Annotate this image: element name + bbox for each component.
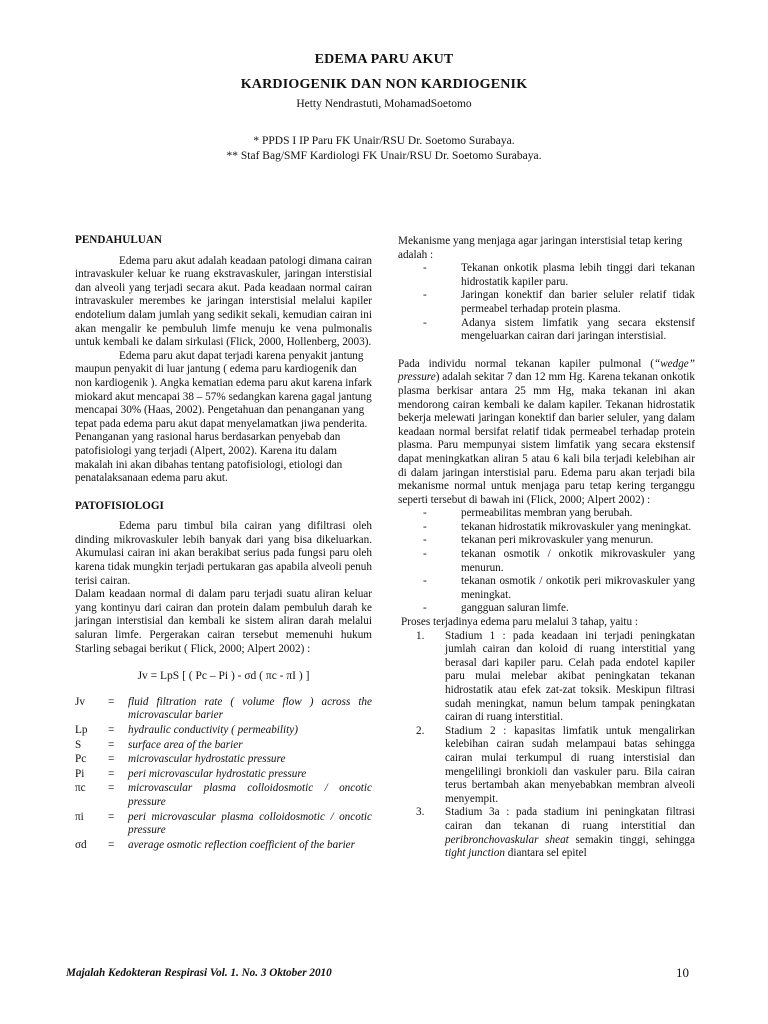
definition-row — [75, 724, 372, 738]
list-item-text: Tekanan onkotik plasma lebih tinggi dari tekanan hidrostatik kapiler paru. — [461, 262, 695, 288]
journal-footer: Majalah Kedokteran Respirasi Vol. 1. No. 3 Oktober 2010 — [66, 967, 332, 979]
stage-text: Stadium 1 : pada keadaan ini terjadi peningkatan jumlah cairan dan koloid di ruang interstitial yang berasal dari kapiler paru. Celah pada endotel kapiler paru mulai melebar akibat peningkatan tekanan hidrostatik atau efek zat-zat toksik. Meskipun filtrasi sudah meningkat, namun belum tampak peningkatan cairan di ruang interstitial. — [445, 629, 695, 724]
section-heading-pendahuluan: PENDAHULUAN — [75, 234, 163, 246]
paragraph: Mekanisme yang menjaga agar jaringan interstisial tetap kering adalah : — [398, 235, 683, 261]
list-item-text: tekanan hidrostatik mikrovaskuler yang meningkat. — [461, 520, 692, 533]
bullet-dash: - — [423, 534, 427, 547]
definition-row — [75, 739, 372, 753]
list-item — [423, 507, 695, 521]
definition-symbol: Pi — [75, 767, 85, 780]
italic-term: tight junction — [445, 847, 505, 860]
text-span: semakin tinggi, sehingga — [568, 833, 695, 846]
authors: Hetty Nendrastuti, MohamadSoetomo — [296, 98, 472, 110]
definition-symbol: σd — [75, 838, 87, 851]
list-item — [423, 548, 695, 575]
definition-symbol: Pc — [75, 753, 87, 766]
definition-text: microvascular plasma colloidosmotic / oncotic pressure — [128, 782, 372, 808]
stage-list — [398, 630, 695, 807]
definition-text: fluid filtration rate ( volume flow ) across the microvascular barier — [128, 695, 372, 722]
stage-text — [445, 806, 695, 860]
list-item-text: permeabilitas membran yang berubah. — [461, 507, 633, 520]
bullet-dash: - — [423, 316, 427, 329]
definition-row — [75, 782, 372, 809]
definition-text: hydraulic conductivity ( permeability) — [128, 724, 298, 736]
bullet-dash: - — [423, 548, 427, 561]
definition-equals: = — [108, 838, 115, 851]
list-item-text: Jaringan konektif dan barier seluler relatif tidak permeabel terhadap protein plasma. — [461, 289, 695, 315]
affiliation-1: * PPDS I IP Paru FK Unair/RSU Dr. Soetomo Surabaya. — [253, 135, 515, 147]
affiliations — [0, 134, 768, 164]
section-heading-patofisiologi: PATOFISIOLOGI — [75, 499, 164, 512]
definition-equals: = — [108, 782, 115, 795]
list-item — [423, 262, 695, 289]
definition-symbol: Jv — [75, 695, 85, 708]
stage-number: 3. — [416, 806, 425, 819]
definition-row — [75, 839, 372, 853]
definition-symbol: πi — [75, 810, 84, 823]
definition-row — [75, 753, 372, 767]
definition-row — [75, 811, 372, 838]
bullet-dash: - — [423, 520, 427, 533]
paragraph — [398, 358, 695, 508]
definition-text: peri microvascular hydrostatic pressure — [128, 767, 307, 780]
bullet-dash: - — [423, 575, 427, 588]
text-span: diantara sel epitel — [504, 847, 587, 860]
affiliation-2: ** Staf Bag/SMF Kardiologi FK Unair/RSU Dr. Soetomo Surabaya. — [226, 150, 542, 162]
definition-equals: = — [108, 695, 115, 708]
definition-equals: = — [108, 767, 115, 780]
bullet-dash: - — [423, 289, 427, 302]
definition-equals: = — [108, 738, 115, 751]
list-item — [423, 534, 695, 548]
definition-symbol: πc — [75, 782, 86, 795]
definition-text: microvascular hydrostatic pressure — [128, 753, 286, 766]
list-item — [423, 575, 695, 602]
list-item — [423, 317, 695, 344]
stage-item — [416, 806, 695, 860]
stage-item — [416, 630, 695, 725]
list-item-text: tekanan osmotik / onkotik peri mikrovaskuler yang meningkat. — [461, 575, 695, 601]
stage-number: 2. — [416, 724, 425, 737]
text-span: Stadium 3a : pada stadium ini peningkatan filtrasi cairan dan tekanan di ruang interstitial dan — [445, 806, 695, 832]
paragraph: Edema paru akut dapat terjadi karena penyakit jantung maupun penyakit di luar jantung ( edema paru kardiogenik dan non kardiogenik ). Angka kematian edema paru akut karena infark miokard akut mencapai 38 – 57% sedangkan karena gagal jantung mencapai 30% (Haas, 2002). Pengetahuan dan penanganan yang tepat pada edema paru akut dapat menyelamatkan jiwa penderita. Penanganan yang rasional harus berdasarkan penyebab dan patofisiologi yang terjadi (Alpert, 2002). Karena itu dalam makalah ini akan dibahas tentang patofisiologi, etiologi dan penatalaksanaan edema paru akut. — [75, 349, 372, 485]
definition-equals: = — [108, 753, 115, 766]
definition-symbol: Lp — [75, 724, 88, 736]
equation-definitions — [75, 696, 372, 853]
paragraph: Proses terjadinya edema paru melalui 3 tahap, yaitu : — [401, 616, 639, 629]
stage-item — [416, 725, 695, 807]
list-item — [423, 602, 695, 616]
stage-text: Stadium 2 : kapasitas limfatik untuk mengalirkan kelebihan cairan sudah melampaui batas sehingga cairan mulai terkumpul di ruang interstisial dan mengelilingi bronkioli dan vaskuler paru. Bila cairan terus bertambah akan menyebabkan membran alveoli menyempit. — [445, 724, 695, 805]
dash-list — [398, 262, 695, 344]
text-span: Pada individu normal tekanan kapiler pulmonal ( — [398, 357, 654, 370]
paper-title: EDEMA PARU AKUT — [314, 52, 454, 67]
bullet-dash: - — [423, 507, 427, 520]
definition-text: average osmotic reflection coefficient of the barier — [128, 838, 355, 851]
left-column — [75, 234, 372, 853]
definition-equals: = — [108, 810, 115, 823]
list-item-text: Adanya sistem limfatik yang secara ekstensif mengeluarkan cairan dari jaringan interstisial. — [461, 316, 695, 343]
italic-term: “wedge” pressure — [398, 357, 695, 384]
definition-symbol: S — [75, 738, 82, 751]
definition-row — [75, 768, 372, 782]
paragraph: Dalam keadaan normal di dalam paru terjadi suatu aliran keluar yang kontinyu dari cairan dan protein dalam pembuluh darah ke jaringan interstisial dan kembali ke sistem aliran darah melalui saluran limfe. Pergerakan cairan tersebut memenuhi hukum Starling sebagai berikut ( Flick, 2000; Alpert 2002) : — [75, 588, 372, 655]
definition-text: peri microvascular plasma colloidosmotic / oncotic pressure — [128, 810, 372, 837]
bullet-dash: - — [423, 262, 427, 275]
page-number: 10 — [676, 965, 689, 980]
list-item-text: tekanan osmotik / onkotik mikrovaskuler yang menurun. — [461, 548, 695, 574]
list-item — [423, 289, 695, 316]
list-item-text: tekanan peri mikrovaskuler yang menurun. — [461, 534, 654, 547]
paper-subtitle: KARDIOGENIK DAN NON KARDIOGENIK — [240, 77, 528, 92]
definition-equals: = — [108, 724, 115, 736]
stage-number: 1. — [416, 629, 425, 642]
paragraph: Edema paru timbul bila cairan yang difiltrasi oleh dinding mikrovaskuler lebih banyak dari yang bisa dikeluarkan. Akumulasi cairan ini akan berakibat serius pada fungsi paru oleh karena tidak mungkin terjadi pertukaran gas apabila alveoli penuh terisi cairan. — [75, 520, 372, 587]
dash-list — [398, 507, 695, 616]
definition-row — [75, 696, 372, 723]
list-item-text: gangguan saluran limfe. — [461, 602, 569, 615]
bullet-dash: - — [423, 602, 427, 615]
paragraph: Edema paru akut adalah keadaan patologi dimana cairan intravaskuler keluar ke ruang ekstravaskuler, jaringan interstisial dan alveoli yang terjadi secara akut. Pada keadaan normal cairan intravaskuler merembes ke jaringan interstisial melalui kapiler endotelium dalam jumlah yang sedikit sekali, kemudian cairan ini akan mengalir ke pembuluh limfe menuju ke vena pulmonalis untuk kembali ke dalam sirkulasi (Flick, 2000, Hollenberg, 2003). — [75, 254, 372, 349]
starling-equation: Jv = LpS [ ( Pc – Pi ) - σd ( πc - πI ) ] — [137, 670, 310, 683]
definition-text: surface area of the barier — [128, 738, 243, 751]
right-column — [398, 235, 695, 861]
text-span: ) adalah sekitar 7 dan 12 mm Hg. Karena tekanan onkotik plasma berkisar antara 25 mm Hg, maka tekanan ini akan mendorong cairan kembali ke dalam kapiler. Tekanan hidrostatik bekerja melewati jaringan konektif dan barier seluler, yang dalam keadaan normal bersifat relatif tidak permeabel terhadap protein plasma. Paru mempunyai sistem limfatik yang secara ekstensif dapat meningkatkan aliran 5 atau 6 kali bila terjadi kelebihan air di dalam jaringan interstisial paru. Edema paru akan terjadi bila mekanisme normal untuk menjaga paru tetap kering terganggu seperti tersebut di bawah ini (Flick, 2000; Alpert 2002) : — [398, 371, 695, 506]
list-item — [423, 521, 695, 535]
italic-term: peribronchovaskular sheat — [445, 833, 569, 846]
